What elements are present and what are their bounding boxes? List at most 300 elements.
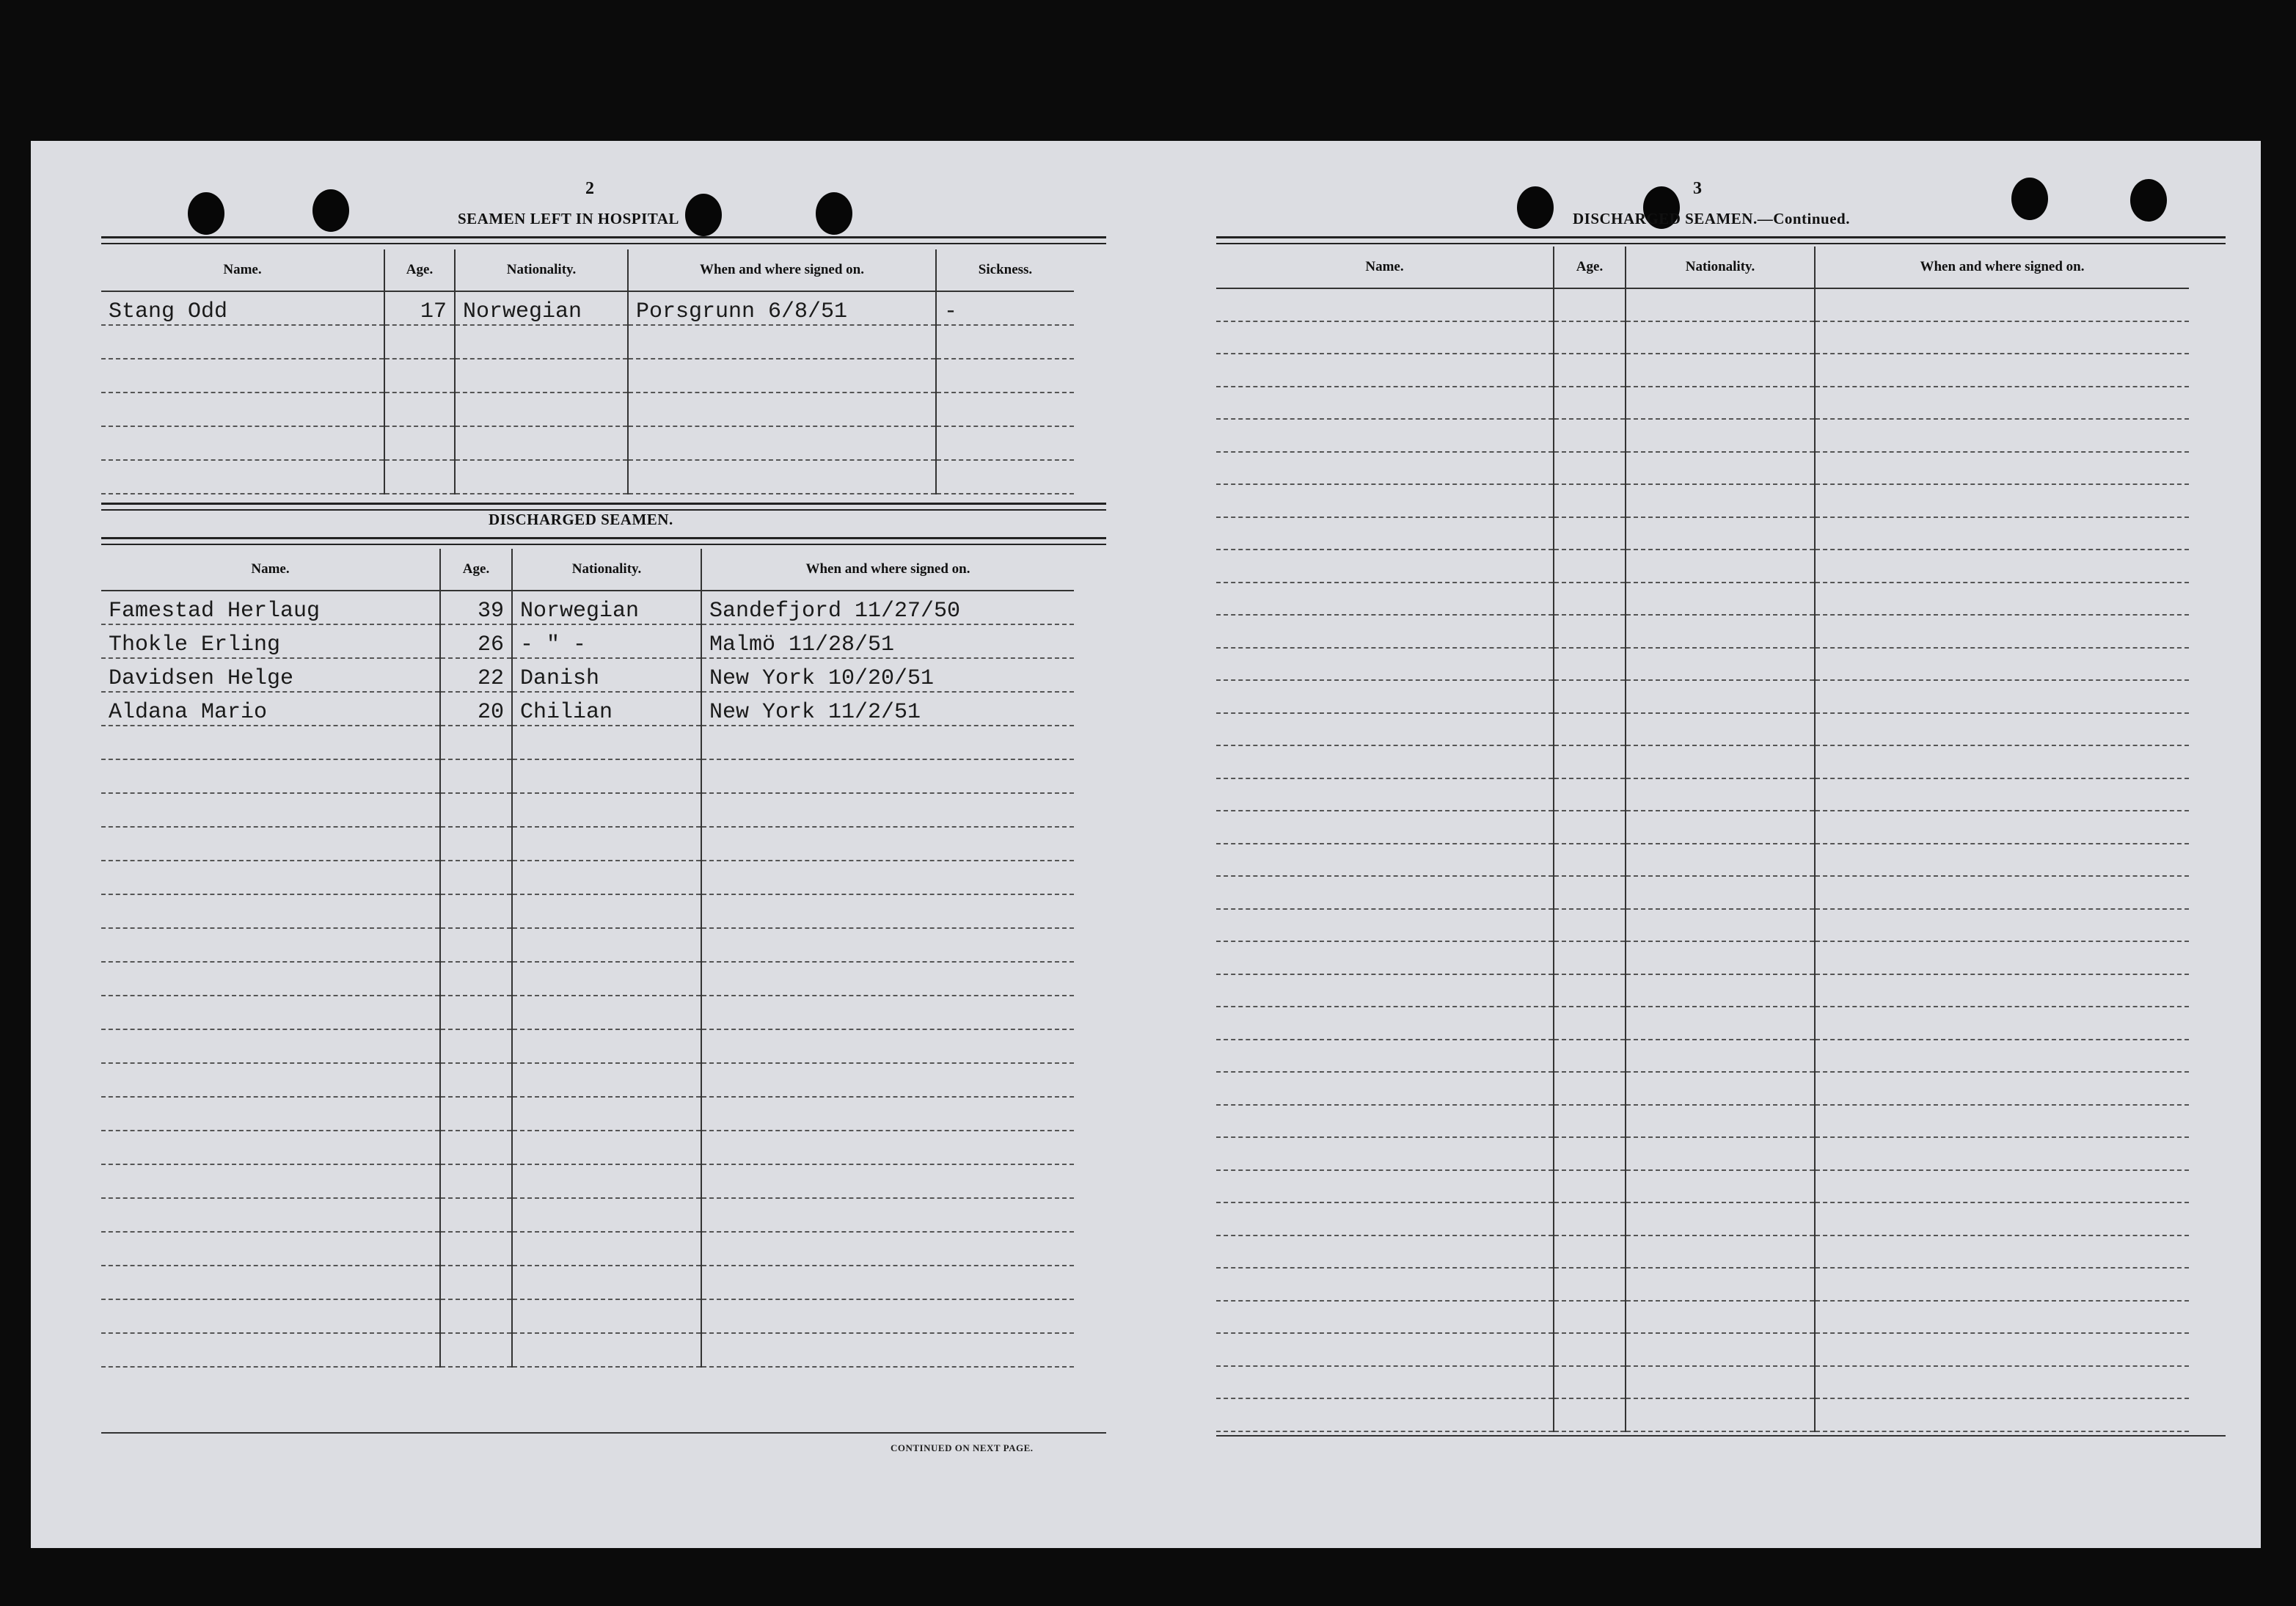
table-cell (1815, 876, 2189, 909)
table-cell (1626, 713, 1815, 746)
table-cell (1554, 1333, 1626, 1366)
table-cell (1554, 1301, 1626, 1334)
table-row (1216, 1268, 2189, 1301)
punch-hole (2130, 179, 2167, 222)
table-cell (1815, 517, 2189, 550)
table-row (1216, 1170, 2189, 1203)
table-cell (101, 759, 440, 793)
table-cell (1626, 1007, 1815, 1040)
table-cell (1626, 1268, 1815, 1301)
table-cell (101, 861, 440, 894)
table-cell (1216, 1235, 1554, 1269)
table-cell: - " - (512, 624, 701, 658)
ledger-sheet (31, 141, 2261, 1548)
table-cell (1815, 354, 2189, 387)
table-cell (512, 928, 701, 962)
table-cell (1216, 1398, 1554, 1431)
table-cell (1626, 745, 1815, 778)
table-cell (1554, 452, 1626, 485)
section-rule (101, 537, 1106, 545)
table-cell (1216, 321, 1554, 354)
table-cell (455, 325, 628, 359)
table-cell (1815, 680, 2189, 713)
table-cell (1815, 713, 2189, 746)
table-cell (1626, 1398, 1815, 1431)
table-row (1216, 1202, 2189, 1235)
table-cell (1554, 680, 1626, 713)
punch-hole (188, 192, 224, 235)
table-cell (1216, 1202, 1554, 1235)
table-cell (512, 726, 701, 759)
table-row (101, 793, 1074, 827)
table-cell (701, 1198, 1074, 1232)
table-cell (101, 1063, 440, 1097)
table-cell (440, 759, 512, 793)
table-row (101, 996, 1074, 1029)
table-cell (1216, 1333, 1554, 1366)
table-cell: Porsgrunn 6/8/51 (628, 291, 936, 325)
column-header: Name. (101, 549, 440, 591)
table-cell (440, 726, 512, 759)
table-cell (512, 793, 701, 827)
table-cell (1626, 876, 1815, 909)
punch-hole (312, 189, 349, 232)
table-cell (936, 426, 1074, 460)
table-cell (1815, 1301, 2189, 1334)
table-cell (1216, 778, 1554, 811)
column-header: Nationality. (512, 549, 701, 591)
table-cell (1815, 1366, 2189, 1399)
table-cell (1626, 974, 1815, 1007)
table-cell (101, 827, 440, 861)
table-cell (101, 393, 384, 426)
table-cell (101, 325, 384, 359)
continued-note: CONTINUED ON NEXT PAGE. (891, 1442, 1034, 1453)
table-cell (101, 1097, 440, 1131)
table-row (101, 1198, 1074, 1232)
table-row (1216, 615, 2189, 648)
table-cell (1216, 1105, 1554, 1138)
table-cell (101, 1131, 440, 1164)
table-cell (1626, 1235, 1815, 1269)
column-header: Age. (1554, 247, 1626, 288)
table-cell (1815, 1398, 2189, 1431)
table-cell (512, 1198, 701, 1232)
column-header: Age. (384, 249, 455, 291)
bottom-rule (101, 1432, 1106, 1434)
table-row (101, 591, 1074, 624)
table-cell (440, 1063, 512, 1097)
table-row (1216, 321, 2189, 354)
table-cell (1554, 387, 1626, 420)
table-cell (455, 426, 628, 460)
table-cell (101, 1198, 440, 1232)
table-row (1216, 811, 2189, 844)
table-cell (1626, 517, 1815, 550)
table-cell (512, 1131, 701, 1164)
table-cell (1626, 1333, 1815, 1366)
table-cell (1554, 615, 1626, 648)
table-cell (1626, 615, 1815, 648)
column-header: Name. (101, 249, 384, 291)
hospital-table (101, 249, 1074, 494)
table-cell (440, 894, 512, 928)
table-cell (1815, 974, 2189, 1007)
table-cell (1626, 354, 1815, 387)
table-cell: Danish (512, 658, 701, 692)
table-cell (1216, 550, 1554, 583)
table-row (1216, 941, 2189, 974)
table-cell (1554, 909, 1626, 942)
table-cell (1554, 1007, 1626, 1040)
table-cell (701, 894, 1074, 928)
table-cell: Norwegian (512, 591, 701, 624)
table-cell (101, 426, 384, 460)
table-cell (455, 460, 628, 494)
table-row (1216, 517, 2189, 550)
table-cell: New York 10/20/51 (701, 658, 1074, 692)
table-cell (701, 1063, 1074, 1097)
table-row (101, 861, 1074, 894)
table-cell (1554, 354, 1626, 387)
table-cell (1216, 1040, 1554, 1073)
table-cell (101, 962, 440, 996)
table-cell (1626, 680, 1815, 713)
table-cell (1216, 974, 1554, 1007)
table-cell (1815, 778, 2189, 811)
table-cell (1216, 387, 1554, 420)
table-row (1216, 1398, 2189, 1431)
table-row (101, 1232, 1074, 1266)
table-cell: Chilian (512, 692, 701, 726)
table-cell (1216, 1268, 1554, 1301)
table-cell (1216, 517, 1554, 550)
table-row (1216, 1040, 2189, 1073)
table-cell (1554, 811, 1626, 844)
table-cell (440, 962, 512, 996)
table-cell: 22 (440, 658, 512, 692)
table-cell (701, 726, 1074, 759)
table-cell (101, 1232, 440, 1266)
table-cell (1554, 876, 1626, 909)
table-cell (1216, 909, 1554, 942)
table-cell (101, 894, 440, 928)
table-cell (1216, 844, 1554, 877)
table-row (1216, 778, 2189, 811)
table-cell (512, 1299, 701, 1333)
table-cell (1216, 1301, 1554, 1334)
table-cell (1815, 288, 2189, 321)
section-rule (101, 503, 1106, 511)
table-row (101, 759, 1074, 793)
table-cell (1626, 484, 1815, 517)
table-cell (1216, 713, 1554, 746)
column-header: Name. (1216, 247, 1554, 288)
table-row (1216, 974, 2189, 1007)
table-cell (701, 928, 1074, 962)
table-cell (1815, 941, 2189, 974)
table-cell (1815, 615, 2189, 648)
table-row (101, 1029, 1074, 1063)
table-cell (1216, 1170, 1554, 1203)
table-cell (1626, 1202, 1815, 1235)
table-cell (1216, 419, 1554, 452)
table-cell (440, 928, 512, 962)
table-cell (701, 962, 1074, 996)
table-cell (1815, 909, 2189, 942)
table-cell (101, 1164, 440, 1198)
table-row (1216, 1333, 2189, 1366)
table-cell (1815, 419, 2189, 452)
table-cell (1554, 941, 1626, 974)
table-cell (1815, 484, 2189, 517)
table-row (1216, 387, 2189, 420)
table-cell (440, 1299, 512, 1333)
table-cell (384, 426, 455, 460)
table-cell (1216, 648, 1554, 681)
table-row (101, 658, 1074, 692)
table-cell (1216, 1007, 1554, 1040)
table-row (101, 291, 1074, 325)
table-cell (1554, 419, 1626, 452)
table-row (1216, 909, 2189, 942)
table-cell (1626, 419, 1815, 452)
punch-hole (1517, 186, 1554, 229)
table-cell (1554, 844, 1626, 877)
table-cell (440, 1131, 512, 1164)
table-cell (936, 460, 1074, 494)
table-cell: Sandefjord 11/27/50 (701, 591, 1074, 624)
table-cell (101, 1333, 440, 1367)
discharged-table (101, 549, 1074, 1368)
table-cell (512, 962, 701, 996)
table-cell (1216, 354, 1554, 387)
table-cell (512, 1232, 701, 1266)
table-cell (1815, 1040, 2189, 1073)
table-cell (1626, 288, 1815, 321)
table-cell (1626, 844, 1815, 877)
table-cell (1216, 1137, 1554, 1170)
table-cell (455, 393, 628, 426)
table-cell (512, 1333, 701, 1367)
table-cell (1626, 583, 1815, 616)
table-cell (1626, 811, 1815, 844)
table-row (101, 726, 1074, 759)
table-row (1216, 452, 2189, 485)
table-cell (1554, 1105, 1626, 1138)
table-cell (701, 1299, 1074, 1333)
table-cell (440, 996, 512, 1029)
table-cell (1815, 1170, 2189, 1203)
table-cell (1554, 1268, 1626, 1301)
table-cell (701, 1164, 1074, 1198)
table-cell (701, 793, 1074, 827)
table-cell (440, 1232, 512, 1266)
table-cell (512, 1266, 701, 1299)
table-cell (1216, 680, 1554, 713)
table-cell (101, 793, 440, 827)
table-cell (512, 827, 701, 861)
table-cell (936, 359, 1074, 393)
table-cell (1815, 1202, 2189, 1235)
table-cell (701, 996, 1074, 1029)
table-cell (101, 1266, 440, 1299)
table-row (101, 426, 1074, 460)
table-row (101, 1299, 1074, 1333)
table-cell (1554, 1366, 1626, 1399)
table-cell (440, 793, 512, 827)
table-cell: 39 (440, 591, 512, 624)
table-cell (1815, 844, 2189, 877)
table-row (1216, 680, 2189, 713)
column-header: Sickness. (936, 249, 1074, 291)
table-cell (701, 1029, 1074, 1063)
punch-hole (2011, 178, 2048, 220)
table-cell (512, 1164, 701, 1198)
table-cell (1815, 550, 2189, 583)
table-cell: Aldana Mario (101, 692, 440, 726)
table-cell (701, 1266, 1074, 1299)
table-cell (1554, 583, 1626, 616)
table-cell (1815, 1333, 2189, 1366)
table-cell (1815, 1235, 2189, 1269)
table-cell (1815, 387, 2189, 420)
table-cell (1815, 1105, 2189, 1138)
column-header: Nationality. (1626, 247, 1815, 288)
table-row (1216, 1137, 2189, 1170)
table-cell (1815, 452, 2189, 485)
table-cell (440, 861, 512, 894)
table-row (101, 359, 1074, 393)
table-row (1216, 1105, 2189, 1138)
table-cell (512, 1097, 701, 1131)
table-cell (1554, 974, 1626, 1007)
table-cell (512, 894, 701, 928)
table-cell (440, 1097, 512, 1131)
table-row (101, 1131, 1074, 1164)
table-cell: New York 11/2/51 (701, 692, 1074, 726)
table-cell (1815, 745, 2189, 778)
table-cell (101, 1029, 440, 1063)
table-cell (936, 393, 1074, 426)
bottom-rule (1216, 1435, 2226, 1437)
column-header: When and where signed on. (1815, 247, 2189, 288)
table-cell (1815, 811, 2189, 844)
table-row (1216, 288, 2189, 321)
table-row (1216, 876, 2189, 909)
table-cell (1216, 811, 1554, 844)
table-cell (384, 460, 455, 494)
table-cell (1554, 778, 1626, 811)
table-cell (1626, 550, 1815, 583)
table-cell (701, 759, 1074, 793)
column-header: When and where signed on. (701, 549, 1074, 591)
table-row (101, 928, 1074, 962)
table-cell (1626, 1366, 1815, 1399)
discharged-section-title: DISCHARGED SEAMEN. (489, 511, 673, 528)
table-cell (628, 393, 936, 426)
table-row (1216, 1301, 2189, 1334)
column-header: When and where signed on. (628, 249, 936, 291)
table-cell (440, 1029, 512, 1063)
table-row (101, 1164, 1074, 1198)
table-cell (440, 1198, 512, 1232)
table-cell (512, 1029, 701, 1063)
table-cell (1216, 1072, 1554, 1105)
table-cell (701, 1232, 1074, 1266)
hospital-section-title: SEAMEN LEFT IN HOSPITAL (458, 210, 679, 227)
discharged-continued-title: DISCHARGED SEAMEN.—Continued. (1573, 210, 1850, 227)
table-cell: Davidsen Helge (101, 658, 440, 692)
table-cell (1626, 778, 1815, 811)
table-cell (1554, 1170, 1626, 1203)
table-cell: 20 (440, 692, 512, 726)
table-row (101, 1266, 1074, 1299)
table-cell (1554, 1040, 1626, 1073)
table-row (101, 962, 1074, 996)
table-row (1216, 550, 2189, 583)
table-cell (1626, 648, 1815, 681)
table-row (1216, 1235, 2189, 1269)
table-cell (101, 1299, 440, 1333)
table-cell (1216, 484, 1554, 517)
table-cell (1216, 941, 1554, 974)
table-cell: 26 (440, 624, 512, 658)
table-cell (512, 1063, 701, 1097)
table-cell (1554, 713, 1626, 746)
table-cell (701, 1131, 1074, 1164)
table-row (1216, 745, 2189, 778)
table-cell (628, 460, 936, 494)
table-cell (101, 726, 440, 759)
table-row (1216, 648, 2189, 681)
table-row (101, 393, 1074, 426)
table-cell (1554, 1202, 1626, 1235)
table-cell (101, 928, 440, 962)
table-cell (1815, 1072, 2189, 1105)
table-row (1216, 1366, 2189, 1399)
table-cell (1815, 583, 2189, 616)
table-cell: Malmö 11/28/51 (701, 624, 1074, 658)
table-cell (1554, 517, 1626, 550)
table-cell (101, 460, 384, 494)
table-cell (384, 325, 455, 359)
table-row (1216, 713, 2189, 746)
table-row (101, 460, 1074, 494)
top-rule (1216, 236, 2226, 244)
table-row (101, 1333, 1074, 1367)
table-cell (512, 861, 701, 894)
table-cell (936, 325, 1074, 359)
table-row (1216, 844, 2189, 877)
top-rule (101, 236, 1106, 244)
table-cell (512, 996, 701, 1029)
table-row (1216, 419, 2189, 452)
table-cell (701, 1333, 1074, 1367)
table-cell: Thokle Erling (101, 624, 440, 658)
table-cell (1216, 452, 1554, 485)
table-cell (1216, 1366, 1554, 1399)
table-cell (1216, 876, 1554, 909)
table-cell (628, 359, 936, 393)
table-row (1216, 354, 2189, 387)
table-cell (1216, 583, 1554, 616)
column-header: Age. (440, 549, 512, 591)
table-cell: Norwegian (455, 291, 628, 325)
table-cell (455, 359, 628, 393)
table-cell (1626, 321, 1815, 354)
table-cell (628, 426, 936, 460)
